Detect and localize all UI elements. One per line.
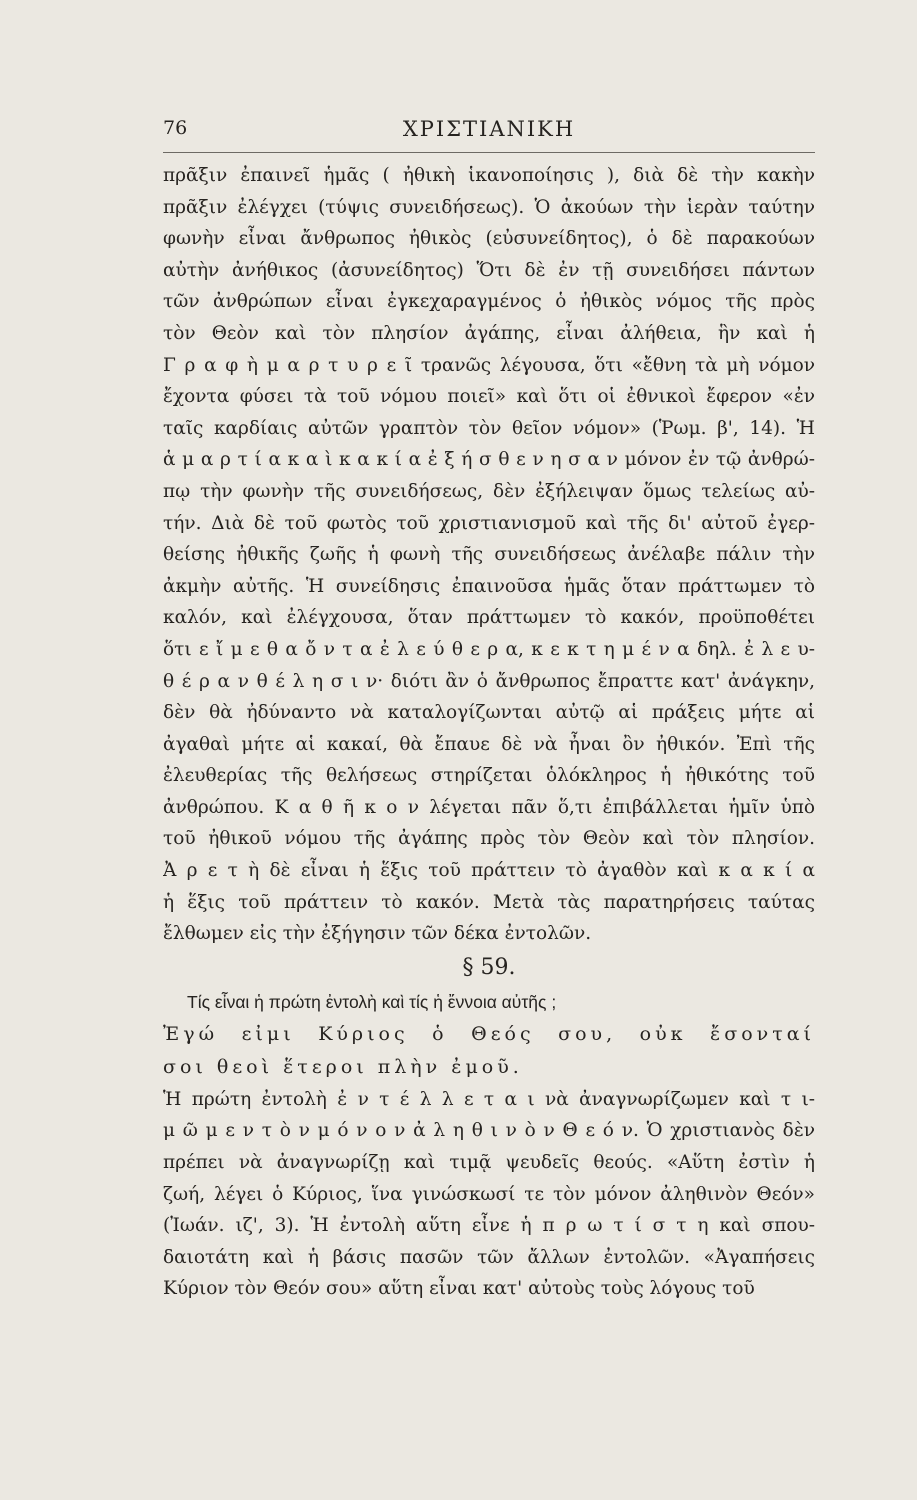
text-line: ἐλευθερίας τῆς θελήσεως στηρίζεται ὁλόκληρος ἡ ἠθικότης τοῦ: [163, 765, 815, 787]
section-number: § 59.: [462, 954, 516, 980]
text-line: καλόν, καὶ ἐλέγχουσα, ὅταν πράττωμεν τὸ κακόν, προϋποθέτει: [163, 607, 815, 629]
text-line: τὸν Θεὸν καὶ τὸν πλησίον ἀγάπης, εἶναι ἀλήθεια, ἣν καὶ ἡ: [163, 322, 815, 344]
text-line: τήν. Διὰ δὲ τοῦ φωτὸς τοῦ χριστιανισμοῦ καὶ τῆς δι' αὐτοῦ ἐγερ-: [163, 512, 815, 534]
commandment-line: σοι θεοὶ ἕτεροι πλὴν ἐμοῦ.: [163, 1055, 523, 1078]
text-line: θείσης ἠθικῆς ζωῆς ἡ φωνὴ τῆς συνειδήσεως ἀνέλαβε πάλιν τὴν: [163, 544, 815, 566]
commandment-line: Ἐγώ εἰμι Κύριος ὁ Θεός σου, οὐκ ἔσονταί: [163, 1022, 815, 1045]
text-line: δὲν θὰ ἠδύναντο νὰ καταλογίζωνται αὐτῷ αἱ πράξεις μήτε αἱ: [163, 702, 815, 724]
text-line: Ἡ πρώτη ἐντολὴ ἐ ν τ έ λ λ ε τ α ι νὰ ἀναγνωρίζωμεν καὶ τ ι-: [163, 1088, 815, 1110]
paragraph-1: [163, 160, 815, 950]
text-line: ἁ μ α ρ τ ί α κ α ὶ κ α κ ί α ἐ ξ ή σ θ ε ν η σ α ν μόνον ἐν τῷ ἀνθρώ-: [163, 449, 815, 471]
text-line: (Ἰωάν. ιζ', 3). Ἡ ἐντολὴ αὕτη εἶνε ἡ π ρ ω τ ί σ τ η καὶ σπου-: [163, 1215, 815, 1237]
running-title: ΧΡΙΣΤΙΑΝΙΚΗ: [402, 117, 576, 141]
text-line: τῶν ἀνθρώπων εἶναι ἐγκεχαραγμένος ὁ ἠθικὸς νόμος τῆς πρὸς: [163, 291, 815, 313]
body-text: [163, 160, 815, 1305]
text-line: αὐτὴν ἀνήθικος (ἀσυνείδητος) Ὅτι δὲ ἐν τῇ συνειδήσει πάντων: [163, 259, 815, 281]
text-line: Ἀ ρ ε τ ὴ δὲ εἶναι ἡ ἕξις τοῦ πράττειν τὸ ἀγαθὸν καὶ κ α κ ί α: [163, 860, 815, 882]
text-line: ζωή, λέγει ὁ Κύριος, ἵνα γινώσκωσί τε τὸν μόνον ἀληθινὸν Θεόν»: [163, 1183, 815, 1205]
commandment-text: [163, 1018, 815, 1084]
text-line: τοῦ ἠθικοῦ νόμου τῆς ἀγάπης πρὸς τὸν Θεὸν καὶ τὸν πλησίον.: [163, 828, 815, 850]
text-line: ἔλθωμεν εἰς τὴν ἐξήγησιν τῶν δέκα ἐντολῶν.: [163, 923, 592, 945]
header-rule: [163, 152, 815, 153]
text-line: ἔχοντα φύσει τὰ τοῦ νόμου ποιεῖ» καὶ ὅτι οἱ ἐθνικοὶ ἔφερον «ἐν: [163, 386, 815, 408]
text-line: ταῖς καρδίαις αὐτῶν γραπτὸν τὸν θεῖον νόμον» (Ῥωμ. β', 14). Ἡ: [163, 417, 815, 439]
text-line: Κύριον τὸν Θεόν σου» αὕτη εἶναι κατ' αὐτοὺς τοὺς λόγους τοῦ: [163, 1278, 755, 1300]
section-question: Τίς εἶναι ἡ πρώτη ἐντολὴ καὶ τίς ἡ ἔννοια αὐτῆς ;: [187, 991, 557, 1012]
text-line: φωνὴν εἶναι ἄνθρωπος ἠθικὸς (εὐσυνείδητος), ὁ δὲ παρακούων: [163, 228, 815, 250]
text-line: πῳ τὴν φωνὴν τῆς συνειδήσεως, δὲν ἐξήλειψαν ὅμως τελείως αὐ-: [163, 480, 815, 502]
paragraph-2: [163, 1084, 815, 1305]
text-line: ὅτι ε ἴ μ ε θ α ὄ ν τ α ἐ λ ε ύ θ ε ρ α, κ ε κ τ η μ έ ν α δηλ. ἐ λ ε υ-: [163, 638, 815, 660]
text-line: ἡ ἕξις τοῦ πράττειν τὸ κακόν. Μετὰ τὰς παρατηρήσεις ταύτας: [163, 891, 815, 913]
page-header: [163, 117, 815, 147]
text-line: δαιοτάτη καὶ ἡ βάσις πασῶν τῶν ἄλλων ἐντολῶν. «Ἀγαπήσεις: [163, 1246, 815, 1268]
text-line: ἀγαθαὶ μήτε αἱ κακαί, θὰ ἔπαυε δὲ νὰ ἦναι ὂν ἠθικόν. Ἐπὶ τῆς: [163, 733, 815, 755]
text-line: ἀνθρώπου. Κ α θ ῆ κ ο ν λέγεται πᾶν ὅ,τι ἐπιβάλλεται ἡμῖν ὑπὸ: [163, 796, 815, 818]
text-line: ἀκμὴν αὐτῆς. Ἡ συνείδησις ἐπαινοῦσα ἡμᾶς ὅταν πράττωμεν τὸ: [163, 575, 815, 597]
text-line: μ ῶ μ ε ν τ ὸ ν μ ό ν ο ν ἀ λ η θ ι ν ὸ ν Θ ε ό ν. Ὁ χριστιανὸς δὲν: [163, 1120, 815, 1142]
text-line: θ έ ρ α ν θ έ λ η σ ι ν· διότι ἂν ὁ ἄνθρωπος ἔπραττε κατ' ἀνάγκην,: [163, 670, 815, 692]
text-line: πρᾶξιν ἐπαινεῖ ἡμᾶς ( ἠθικὴ ἱκανοποίησις ), διὰ δὲ τὴν κακὴν: [163, 165, 815, 186]
text-line: Γ ρ α φ ὴ μ α ρ τ υ ρ ε ῖ τρανῶς λέγουσα, ὅτι «ἔθνη τὰ μὴ νόμον: [163, 354, 815, 376]
text-line: πρέπει νὰ ἀναγνωρίζῃ καὶ τιμᾷ ψευδεῖς θεούς. «Αὕτη ἐστὶν ἡ: [163, 1152, 815, 1174]
page-number: 76: [163, 117, 188, 139]
text-line: πρᾶξιν ἐλέγχει (τύψις συνειδήσεως). Ὁ ἀκούων τὴν ἱερὰν ταύτην: [163, 196, 815, 218]
